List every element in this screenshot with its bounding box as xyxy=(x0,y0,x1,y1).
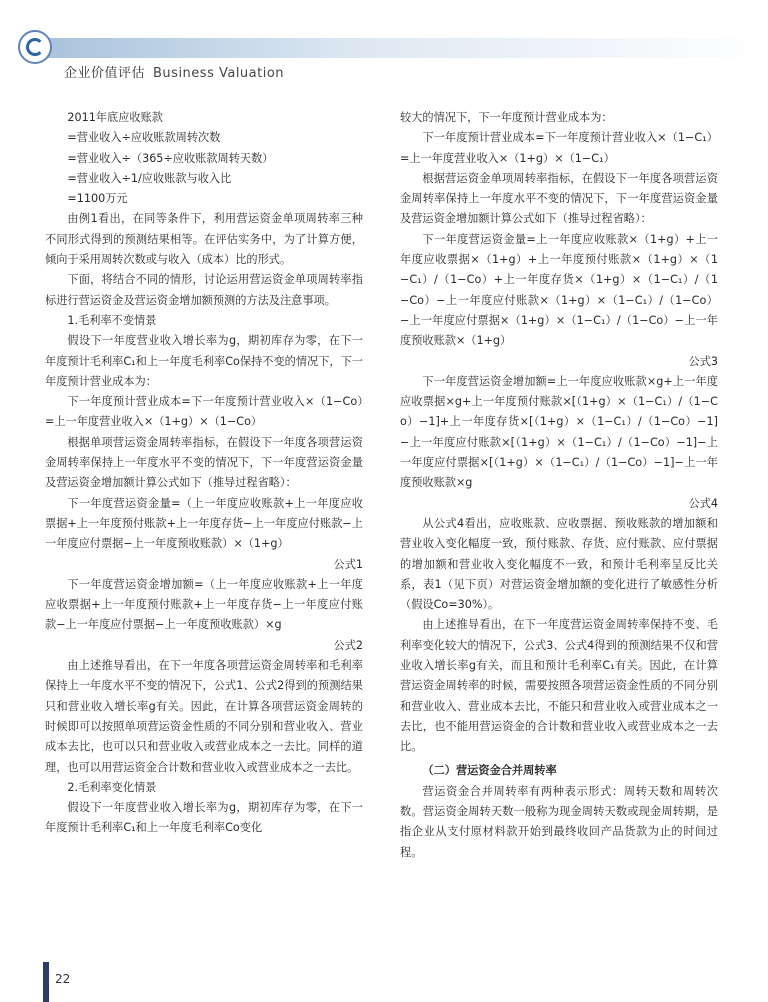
paragraph: =营业收入÷（365÷应收账款周转天数） xyxy=(67,151,274,165)
section-heading: （二）营运资金合并周转率 xyxy=(422,762,557,777)
paragraph: 假设下一年度营业收入增长率为g，期初库存为零，在下一年度预计毛利率C₁和上一年度毛利率Co变化 xyxy=(45,801,363,835)
formula-label: 公式1 xyxy=(333,557,363,571)
right-text-column xyxy=(400,108,718,863)
left-text-column xyxy=(45,108,363,839)
paragraph: 由上述推导看出，在下一年度各项营运资金周转率和毛利率保持上一年度水平不变的情况下，公式1、公式2得到的预测结果只和营业收入增长率g有关。因此，在计算各项营运资金周转的时候即可以按照单项营运资金性质的不同分别和营业收入、营业成本去比，也可以只和营业收入或营业成本之一去比。同样的道理，也可以用营运资金合计数和营业收入或营业成本之一去比。 xyxy=(45,659,363,774)
paragraph: 下一年度营运资金量=上一年度应收账款×（1+g）+上一年度应收票据×（1+g）+上一年度预付账款×（1+g）×（1−C₁）/（1−Co）+上一年度存货×（1+g）×（1−C₁）/（1−Co）−上一年度应付账款×（1+g）×（1−C₁）/（1−Co）−上一年度应付票据×（1+g）×（1−C₁）/（1−Co）−上一年度预收账款×（1+g） xyxy=(400,232,718,348)
paragraph: 1.毛利率不变情景 xyxy=(67,313,157,327)
section-title-cn: 企业价值评估 xyxy=(64,66,146,81)
page-number: 22 xyxy=(55,972,71,986)
section-title xyxy=(64,62,284,81)
paragraph: 从公式4看出，应收账款、应收票据、预收账款的增加额和营业收入变化幅度一致，预付账款、存货、应付账款、应付票据的增加额和营业收入变化幅度不一致，和预计毛利率呈反比关系，表1（见下页）对营运资金增加额的变化进行了敏感性分析（假设Co=30%）。 xyxy=(400,516,718,612)
paragraph: 下面，将结合不同的情形，讨论运用营运资金单项周转率指标进行营运资金及营运资金增加额预测的方法及注意事项。 xyxy=(45,273,363,307)
paragraph: 下一年度营运资金量=（上一年度应收账款+上一年度应收票据+上一年度预付账款+上一年度存货−上一年度应付账款−上一年度应付票据−上一年度预收账款）×（1+g） xyxy=(45,496,363,551)
logo-mark-icon xyxy=(26,38,44,56)
paragraph: 由例1看出，在同等条件下，利用营运资金单项周转率三种不同形式得到的预测结果相等。在评估实务中，为了计算方便，倾向于采用周转次数或与收入（成本）比的形式。 xyxy=(45,212,363,267)
formula-label: 公式4 xyxy=(688,496,718,510)
paragraph: =营业收入÷应收账款周转次数 xyxy=(67,131,221,145)
formula-label: 公式3 xyxy=(688,354,718,368)
formula-label: 公式2 xyxy=(333,638,363,652)
paragraph: 假设下一年度营业收入增长率为g，期初库存为零，在下一年度预计毛利率C₁和上一年度毛利率Co保持不变的情况下，下一年度预计营业成本为： xyxy=(45,334,363,388)
paragraph: 根据单项营运资金周转率指标，在假设下一年度各项营运资金周转率保持上一年度水平不变的情况下，下一年度营运资金量及营运资金增加额计算公式如下（推导过程省略）： xyxy=(45,435,363,490)
paragraph: 下一年度营运资金增加额=（上一年度应收账款+上一年度应收票据+上一年度预付账款+上一年度存货−上一年度应付账款−上一年度应付票据−上一年度预收账款）×g xyxy=(45,577,363,632)
paragraph: 2.毛利率变化情景 xyxy=(67,780,157,794)
paragraph: 由上述推导看出，在下一年度营运资金周转率保持不变、毛利率变化较大的情况下，公式3、公式4得到的预测结果不仅和营业收入增长率g有关，而且和预计毛利率C₁有关。因此，在计算营运资金周转率的时候，需要按照各项营运资金性质的不同分别和营业收入、营业成本去比，不能只和营业收入或营业成本之一去比，也不能用营运资金的合计数和营业收入或营业成本之一去比。 xyxy=(400,618,718,754)
paragraph: 根据营运资金单项周转率指标，在假设下一年度各项营运资金周转率保持上一年度水平不变的情况下，下一年度营运资金量及营运资金增加额计算公式如下（推导过程省略）： xyxy=(400,171,718,226)
paragraph: 2011年底应收账款 xyxy=(67,111,163,124)
paragraph: 较大的情况下，下一年度预计营业成本为： xyxy=(400,111,613,124)
journal-logo-icon xyxy=(18,30,52,64)
paragraph: 下一年度预计营业成本=下一年度预计营业收入×（1−C₁）=上一年度营业收入×（1+g）×（1−C₁） xyxy=(400,131,718,165)
paragraph: =1100万元 xyxy=(67,192,128,206)
paragraph: 下一年度营运资金增加额=上一年度应收账款×g+上一年度应收票据×g+上一年度预付账款×[（1+g）×（1−C₁）/（1−Co）−1]+上一年度存货×[（1+g）×（1−C₁）/（1−Co）−1]−上一年度应付账款×[（1+g）×（1−C₁）/（1−Co）−1]−上一年度应付票据×[（1+g）×（1−C₁）/（1−Co）−1]−上一年度预收账款×g xyxy=(400,374,718,490)
page-header xyxy=(0,0,768,88)
section-title-en: Business Valuation xyxy=(153,66,285,81)
page-number-bar xyxy=(43,962,49,1002)
paragraph: 下一年度预计营业成本=下一年度预计营业收入×（1−Co）=上一年度营业收入×（1+g）×（1−Co） xyxy=(45,395,363,429)
paragraph: 营运资金合并周转率有两种表示形式：周转天数和周转次数。营运资金周转天数一般称为现金周转天数或现金周转期，是指企业从支付原材料款开始到最终收回产品货款为止的时间过程。 xyxy=(400,784,718,859)
header-gradient-bar xyxy=(44,38,768,58)
paragraph: =营业收入÷1/应收账款与收入比 xyxy=(67,171,232,185)
